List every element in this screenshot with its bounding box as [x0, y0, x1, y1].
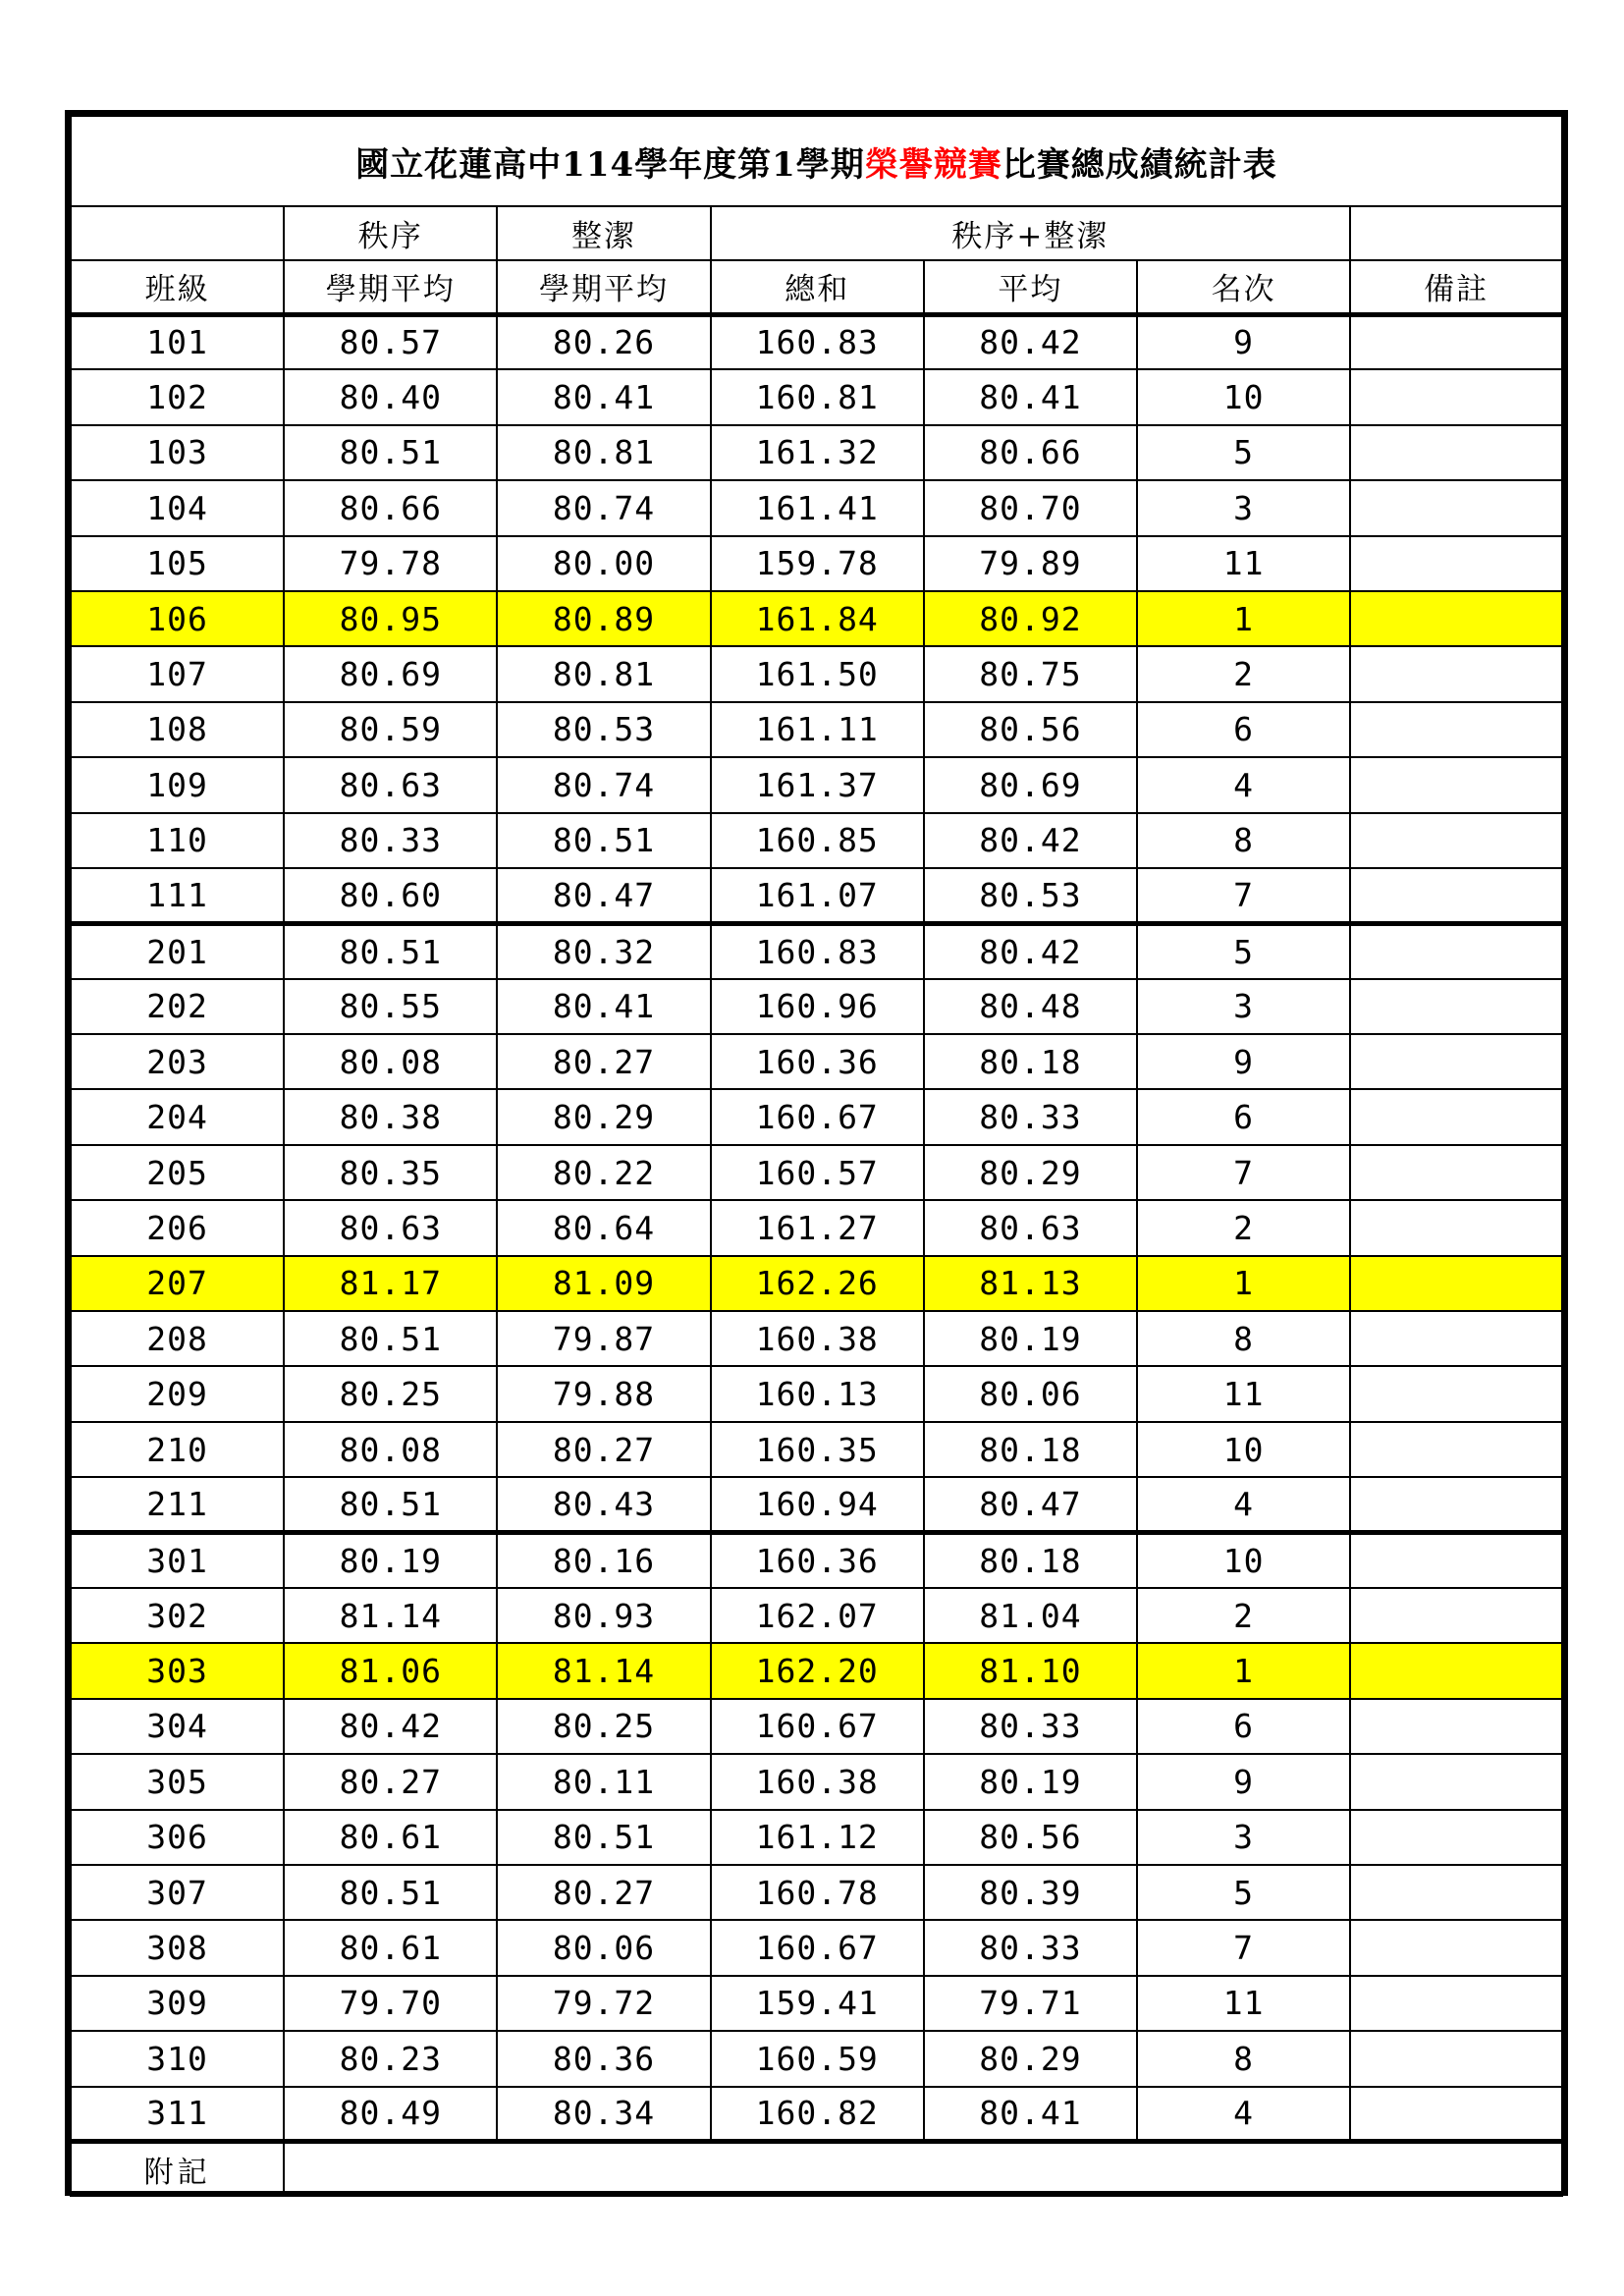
cell-remark [1350, 646, 1562, 701]
cell-class: 311 [71, 2087, 284, 2142]
cell-remark [1350, 1588, 1562, 1643]
cell-total: 161.50 [711, 646, 924, 701]
cell-average: 80.29 [924, 1145, 1137, 1200]
cell-clean-avg: 79.88 [497, 1366, 710, 1421]
cell-remark [1350, 1976, 1562, 2031]
cell-order-avg: 80.61 [284, 1920, 497, 1975]
cell-remark [1350, 1256, 1562, 1311]
cell-class: 106 [71, 591, 284, 646]
cell-total: 160.59 [711, 2031, 924, 2086]
cell-class: 309 [71, 1976, 284, 2031]
table-row [71, 1533, 1562, 1588]
cell-average: 80.47 [924, 1477, 1137, 1532]
cell-class: 201 [71, 923, 284, 978]
table-row [71, 1366, 1562, 1421]
table-row [71, 1810, 1562, 1865]
cell-remark [1350, 1034, 1562, 1089]
table-row [71, 757, 1562, 812]
cell-remark [1350, 868, 1562, 923]
cell-rank: 6 [1137, 702, 1350, 757]
cell-clean-avg: 80.41 [497, 979, 710, 1034]
cell-clean-avg: 80.06 [497, 1920, 710, 1975]
cell-clean-avg: 80.93 [497, 1588, 710, 1643]
cell-total: 160.38 [711, 1311, 924, 1366]
table-row [71, 979, 1562, 1034]
cell-rank: 5 [1137, 425, 1350, 480]
col-header-clean-avg: 學期平均 [497, 260, 710, 314]
cell-remark [1350, 1422, 1562, 1477]
cell-average: 80.18 [924, 1034, 1137, 1089]
cell-total: 160.96 [711, 979, 924, 1034]
cell-total: 161.84 [711, 591, 924, 646]
cell-total: 160.94 [711, 1477, 924, 1532]
table-row [71, 1754, 1562, 1809]
cell-class: 304 [71, 1699, 284, 1754]
cell-total: 161.12 [711, 1810, 924, 1865]
cell-clean-avg: 80.27 [497, 1034, 710, 1089]
cell-average: 80.19 [924, 1754, 1137, 1809]
cell-clean-avg: 80.22 [497, 1145, 710, 1200]
cell-total: 160.67 [711, 1089, 924, 1144]
table-row [71, 536, 1562, 591]
cell-order-avg: 80.51 [284, 1865, 497, 1920]
cell-remark [1350, 1089, 1562, 1144]
cell-total: 160.35 [711, 1422, 924, 1477]
cell-order-avg: 79.70 [284, 1976, 497, 2031]
cell-total: 160.67 [711, 1920, 924, 1975]
cell-rank: 4 [1137, 2087, 1350, 2142]
cell-order-avg: 80.51 [284, 1477, 497, 1532]
cell-remark [1350, 1920, 1562, 1975]
cell-clean-avg: 80.16 [497, 1533, 710, 1588]
cell-remark [1350, 1366, 1562, 1421]
col-header-order-avg: 學期平均 [284, 260, 497, 314]
table-row [71, 1477, 1562, 1532]
cell-rank: 3 [1137, 480, 1350, 535]
cell-remark [1350, 1810, 1562, 1865]
cell-class: 103 [71, 425, 284, 480]
cell-class: 211 [71, 1477, 284, 1532]
cell-total: 161.32 [711, 425, 924, 480]
cell-clean-avg: 80.11 [497, 1754, 710, 1809]
cell-clean-avg: 80.32 [497, 923, 710, 978]
cell-average: 81.13 [924, 1256, 1137, 1311]
cell-class: 102 [71, 369, 284, 424]
cell-average: 80.48 [924, 979, 1137, 1034]
cell-rank: 11 [1137, 1976, 1350, 2031]
cell-clean-avg: 80.81 [497, 646, 710, 701]
cell-rank: 6 [1137, 1089, 1350, 1144]
cell-class: 109 [71, 757, 284, 812]
title-prefix: 國立花蓮高中114學年度第1學期 [355, 144, 865, 185]
table-row [71, 813, 1562, 868]
table-row [71, 1865, 1562, 1920]
cell-remark [1350, 1643, 1562, 1698]
cell-rank: 10 [1137, 1422, 1350, 1477]
col-header-class: 班級 [71, 260, 284, 314]
cell-clean-avg: 80.53 [497, 702, 710, 757]
cell-remark [1350, 314, 1562, 369]
cell-average: 80.29 [924, 2031, 1137, 2086]
cell-order-avg: 80.23 [284, 2031, 497, 2086]
cell-average: 80.92 [924, 591, 1137, 646]
cell-total: 160.78 [711, 1865, 924, 1920]
cell-order-avg: 80.38 [284, 1089, 497, 1144]
cell-order-avg: 80.63 [284, 757, 497, 812]
cell-total: 160.36 [711, 1533, 924, 1588]
cell-class: 307 [71, 1865, 284, 1920]
cell-rank: 3 [1137, 979, 1350, 1034]
table-row [71, 1976, 1562, 2031]
table-row [71, 1311, 1562, 1366]
cell-class: 111 [71, 868, 284, 923]
cell-clean-avg: 80.64 [497, 1200, 710, 1255]
cell-remark [1350, 757, 1562, 812]
cell-remark [1350, 1145, 1562, 1200]
cell-remark [1350, 1477, 1562, 1532]
cell-average: 80.69 [924, 757, 1137, 812]
note-label: 附記 [71, 2142, 284, 2196]
table-row [71, 646, 1562, 701]
cell-rank: 1 [1137, 1256, 1350, 1311]
table-row [71, 2031, 1562, 2086]
table-row [71, 868, 1562, 923]
cell-remark [1350, 923, 1562, 978]
note-content [284, 2142, 1562, 2196]
cell-order-avg: 80.33 [284, 813, 497, 868]
cell-order-avg: 81.06 [284, 1643, 497, 1698]
table-row [71, 702, 1562, 757]
cell-average: 80.41 [924, 2087, 1137, 2142]
cell-rank: 8 [1137, 2031, 1350, 2086]
cell-average: 80.33 [924, 1089, 1137, 1144]
cell-order-avg: 80.59 [284, 702, 497, 757]
cell-rank: 9 [1137, 314, 1350, 369]
cell-average: 80.66 [924, 425, 1137, 480]
cell-average: 80.56 [924, 702, 1137, 757]
table-row [71, 1699, 1562, 1754]
cell-clean-avg: 80.43 [497, 1477, 710, 1532]
cell-average: 80.19 [924, 1311, 1137, 1366]
table-row [71, 1089, 1562, 1144]
table-row [71, 1920, 1562, 1975]
table-row-highlighted [71, 1256, 1562, 1311]
table-row [71, 369, 1562, 424]
col-header-average: 平均 [924, 260, 1137, 314]
cell-clean-avg: 80.51 [497, 1810, 710, 1865]
cell-clean-avg: 80.81 [497, 425, 710, 480]
table-row-highlighted [71, 1643, 1562, 1698]
cell-class: 206 [71, 1200, 284, 1255]
cell-order-avg: 80.49 [284, 2087, 497, 2142]
cell-remark [1350, 1311, 1562, 1366]
cell-average: 80.42 [924, 314, 1137, 369]
cell-rank: 2 [1137, 1200, 1350, 1255]
cell-order-avg: 80.19 [284, 1533, 497, 1588]
cell-clean-avg: 80.51 [497, 813, 710, 868]
cell-rank: 8 [1137, 1311, 1350, 1366]
cell-rank: 7 [1137, 1145, 1350, 1200]
cell-rank: 8 [1137, 813, 1350, 868]
group-header-combined: 秩序+整潔 [711, 206, 1351, 260]
group-header-row [71, 206, 1562, 260]
table-row [71, 314, 1562, 369]
cell-clean-avg: 79.72 [497, 1976, 710, 2031]
cell-rank: 11 [1137, 1366, 1350, 1421]
title-suffix: 比賽總成績統計表 [1001, 144, 1277, 185]
cell-order-avg: 80.95 [284, 591, 497, 646]
cell-clean-avg: 80.74 [497, 480, 710, 535]
cell-order-avg: 80.08 [284, 1422, 497, 1477]
cell-rank: 10 [1137, 1533, 1350, 1588]
cell-total: 160.67 [711, 1699, 924, 1754]
cell-order-avg: 80.63 [284, 1200, 497, 1255]
cell-average: 80.18 [924, 1422, 1137, 1477]
cell-clean-avg: 80.26 [497, 314, 710, 369]
cell-clean-avg: 80.89 [497, 591, 710, 646]
cell-class: 210 [71, 1422, 284, 1477]
cell-rank: 9 [1137, 1754, 1350, 1809]
cell-total: 161.41 [711, 480, 924, 535]
cell-total: 160.82 [711, 2087, 924, 2142]
cell-total: 160.85 [711, 813, 924, 868]
cell-clean-avg: 81.09 [497, 1256, 710, 1311]
cell-rank: 2 [1137, 646, 1350, 701]
cell-rank: 4 [1137, 757, 1350, 812]
cell-clean-avg: 80.34 [497, 2087, 710, 2142]
cell-rank: 9 [1137, 1034, 1350, 1089]
table-row [71, 425, 1562, 480]
cell-class: 202 [71, 979, 284, 1034]
table-row [71, 1588, 1562, 1643]
cell-order-avg: 80.61 [284, 1810, 497, 1865]
title-row [71, 116, 1562, 206]
cell-class: 101 [71, 314, 284, 369]
cell-remark [1350, 1754, 1562, 1809]
cell-class: 308 [71, 1920, 284, 1975]
cell-clean-avg: 80.29 [497, 1089, 710, 1144]
cell-class: 301 [71, 1533, 284, 1588]
table-row [71, 1422, 1562, 1477]
cell-rank: 10 [1137, 369, 1350, 424]
cell-remark [1350, 1200, 1562, 1255]
cell-order-avg: 80.42 [284, 1699, 497, 1754]
table-row-highlighted [71, 591, 1562, 646]
cell-remark [1350, 1865, 1562, 1920]
cell-clean-avg: 80.41 [497, 369, 710, 424]
cell-average: 80.56 [924, 1810, 1137, 1865]
cell-average: 80.42 [924, 923, 1137, 978]
cell-clean-avg: 80.27 [497, 1865, 710, 1920]
cell-average: 80.33 [924, 1699, 1137, 1754]
cell-class: 105 [71, 536, 284, 591]
cell-total: 161.27 [711, 1200, 924, 1255]
cell-rank: 7 [1137, 1920, 1350, 1975]
col-header-remark: 備註 [1350, 260, 1562, 314]
col-header-total: 總和 [711, 260, 924, 314]
cell-order-avg: 80.08 [284, 1034, 497, 1089]
table-row [71, 1200, 1562, 1255]
cell-class: 310 [71, 2031, 284, 2086]
cell-total: 162.20 [711, 1643, 924, 1698]
cell-order-avg: 80.27 [284, 1754, 497, 1809]
note-row [71, 2142, 1562, 2196]
title-highlight: 榮譽競賽 [864, 144, 1002, 185]
cell-remark [1350, 2031, 1562, 2086]
column-header-row [71, 260, 1562, 314]
cell-rank: 7 [1137, 868, 1350, 923]
cell-order-avg: 80.51 [284, 1311, 497, 1366]
cell-class: 303 [71, 1643, 284, 1698]
cell-clean-avg: 79.87 [497, 1311, 710, 1366]
cell-order-avg: 79.78 [284, 536, 497, 591]
cell-average: 80.53 [924, 868, 1137, 923]
cell-average: 80.70 [924, 480, 1137, 535]
cell-average: 79.89 [924, 536, 1137, 591]
cell-class: 208 [71, 1311, 284, 1366]
cell-order-avg: 80.35 [284, 1145, 497, 1200]
cell-rank: 6 [1137, 1699, 1350, 1754]
cell-average: 81.04 [924, 1588, 1137, 1643]
score-table [70, 115, 1563, 2197]
table-row [71, 1034, 1562, 1089]
cell-average: 81.10 [924, 1643, 1137, 1698]
cell-average: 80.33 [924, 1920, 1137, 1975]
cell-total: 160.81 [711, 369, 924, 424]
cell-rank: 1 [1137, 1643, 1350, 1698]
cell-class: 207 [71, 1256, 284, 1311]
cell-remark [1350, 536, 1562, 591]
cell-rank: 5 [1137, 1865, 1350, 1920]
table-row [71, 480, 1562, 535]
cell-class: 305 [71, 1754, 284, 1809]
cell-total: 161.11 [711, 702, 924, 757]
cell-total: 162.07 [711, 1588, 924, 1643]
cell-rank: 5 [1137, 923, 1350, 978]
col-header-rank: 名次 [1137, 260, 1350, 314]
cell-class: 203 [71, 1034, 284, 1089]
cell-class: 108 [71, 702, 284, 757]
cell-total: 161.37 [711, 757, 924, 812]
cell-remark [1350, 1533, 1562, 1588]
group-header-clean: 整潔 [497, 206, 710, 260]
group-header-order: 秩序 [284, 206, 497, 260]
table-row [71, 2087, 1562, 2142]
cell-remark [1350, 813, 1562, 868]
cell-remark [1350, 480, 1562, 535]
cell-order-avg: 80.55 [284, 979, 497, 1034]
page-title [71, 116, 1562, 206]
cell-total: 162.26 [711, 1256, 924, 1311]
cell-clean-avg: 80.47 [497, 868, 710, 923]
cell-clean-avg: 80.36 [497, 2031, 710, 2086]
cell-total: 160.83 [711, 314, 924, 369]
cell-rank: 2 [1137, 1588, 1350, 1643]
cell-class: 204 [71, 1089, 284, 1144]
cell-class: 104 [71, 480, 284, 535]
cell-rank: 1 [1137, 591, 1350, 646]
cell-clean-avg: 80.00 [497, 536, 710, 591]
cell-class: 302 [71, 1588, 284, 1643]
cell-total: 159.78 [711, 536, 924, 591]
cell-order-avg: 80.51 [284, 923, 497, 978]
cell-clean-avg: 80.27 [497, 1422, 710, 1477]
group-header-remark-empty [1350, 206, 1562, 260]
cell-clean-avg: 81.14 [497, 1643, 710, 1698]
cell-total: 160.36 [711, 1034, 924, 1089]
cell-order-avg: 80.51 [284, 425, 497, 480]
cell-clean-avg: 80.25 [497, 1699, 710, 1754]
cell-average: 80.39 [924, 1865, 1137, 1920]
cell-order-avg: 80.40 [284, 369, 497, 424]
score-sheet [65, 110, 1568, 2196]
cell-order-avg: 80.60 [284, 868, 497, 923]
cell-class: 205 [71, 1145, 284, 1200]
cell-order-avg: 80.66 [284, 480, 497, 535]
cell-remark [1350, 702, 1562, 757]
cell-total: 160.38 [711, 1754, 924, 1809]
cell-rank: 4 [1137, 1477, 1350, 1532]
cell-order-avg: 81.17 [284, 1256, 497, 1311]
cell-remark [1350, 425, 1562, 480]
cell-average: 80.41 [924, 369, 1137, 424]
cell-average: 80.06 [924, 1366, 1137, 1421]
cell-remark [1350, 2087, 1562, 2142]
cell-remark [1350, 979, 1562, 1034]
table-row [71, 923, 1562, 978]
group-header-empty [71, 206, 284, 260]
cell-average: 80.63 [924, 1200, 1137, 1255]
cell-total: 161.07 [711, 868, 924, 923]
cell-average: 80.18 [924, 1533, 1137, 1588]
cell-class: 209 [71, 1366, 284, 1421]
cell-order-avg: 81.14 [284, 1588, 497, 1643]
cell-clean-avg: 80.74 [497, 757, 710, 812]
cell-order-avg: 80.25 [284, 1366, 497, 1421]
cell-remark [1350, 369, 1562, 424]
cell-order-avg: 80.57 [284, 314, 497, 369]
cell-average: 80.42 [924, 813, 1137, 868]
table-row [71, 1145, 1562, 1200]
cell-remark [1350, 1699, 1562, 1754]
cell-rank: 11 [1137, 536, 1350, 591]
cell-class: 110 [71, 813, 284, 868]
cell-total: 160.13 [711, 1366, 924, 1421]
cell-remark [1350, 591, 1562, 646]
cell-class: 306 [71, 1810, 284, 1865]
cell-average: 80.75 [924, 646, 1137, 701]
cell-total: 160.83 [711, 923, 924, 978]
cell-total: 159.41 [711, 1976, 924, 2031]
cell-total: 160.57 [711, 1145, 924, 1200]
cell-class: 107 [71, 646, 284, 701]
cell-average: 79.71 [924, 1976, 1137, 2031]
cell-rank: 3 [1137, 1810, 1350, 1865]
cell-order-avg: 80.69 [284, 646, 497, 701]
